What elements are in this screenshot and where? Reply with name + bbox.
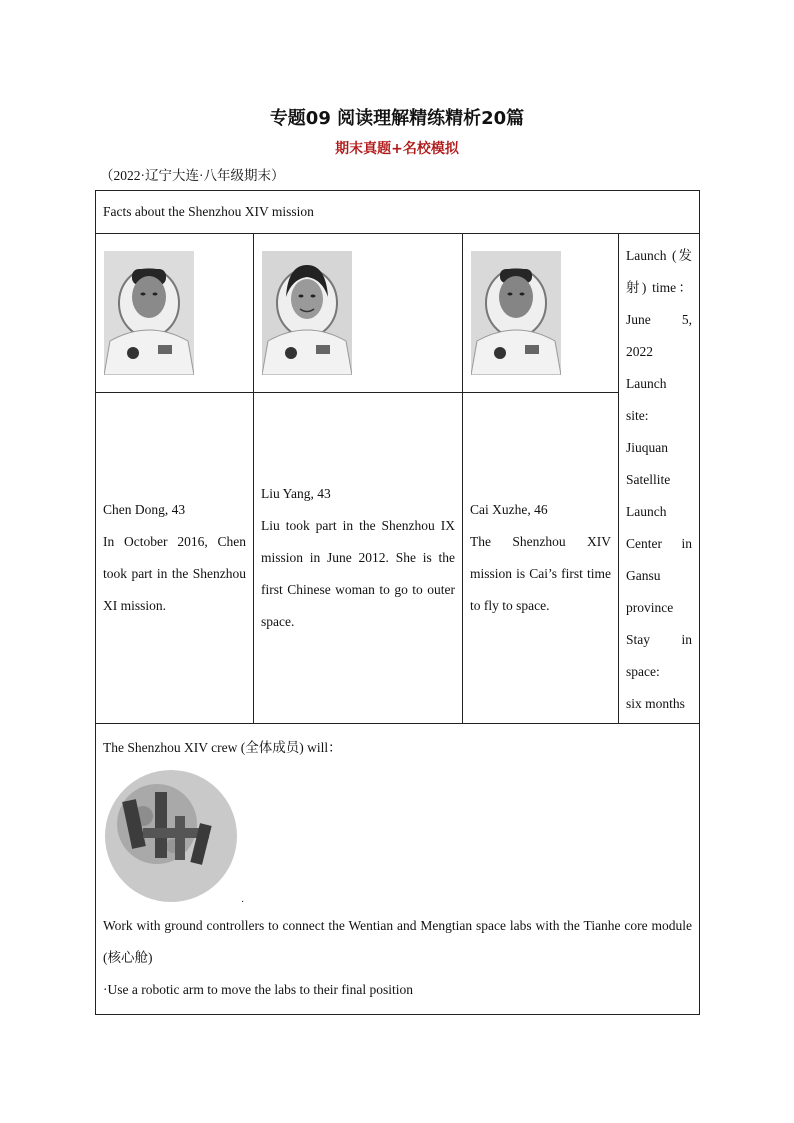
bio-cell-liu bbox=[254, 393, 463, 724]
station-image-wrap bbox=[103, 764, 692, 910]
table-heading: Facts about the Shenzhou XIV mission bbox=[96, 191, 700, 234]
source-note: （2022·辽宁大连·八年级期末） bbox=[100, 168, 285, 183]
space-station-image bbox=[103, 766, 239, 906]
crew-row bbox=[96, 724, 700, 1015]
bio-row bbox=[96, 393, 700, 724]
bio-liu: Liu took part in the Shenzhou IX mission in June 2012. She is the first Chinese woman to go to outer space. bbox=[261, 518, 455, 629]
photo-cell-chen bbox=[96, 234, 254, 393]
crew-intro: The Shenzhou XIV crew (全体成员) will： bbox=[103, 740, 342, 755]
facts-table bbox=[95, 190, 700, 1015]
photo-cell-cai bbox=[463, 234, 619, 393]
bio-cell-chen bbox=[96, 393, 254, 724]
launch-time-label: Launch (发射) time： bbox=[626, 248, 693, 295]
launch-site-value: Jiuquan Satellite Launch Center in Gansu province bbox=[626, 440, 693, 615]
launch-time-value: June 5, 2022 bbox=[626, 312, 693, 359]
photo-cell-liu bbox=[254, 234, 463, 393]
bio-chen: In October 2016, Chen took part in the Shenzhou XI mission. bbox=[103, 534, 246, 613]
crew-cell bbox=[96, 724, 700, 1015]
page-title: 专题09 阅读理解精练精析20篇 bbox=[269, 108, 525, 129]
stay-value: six months bbox=[626, 696, 685, 711]
crew-task-1: Work with ground controllers to connect the Wentian and Mengtian space labs with the Tianhe core module (核心舱) bbox=[103, 918, 693, 965]
stay-label: Stay in space: bbox=[626, 632, 693, 679]
image-mark: · bbox=[241, 897, 245, 908]
astronaut-photo-liu bbox=[262, 251, 352, 375]
name-age-cai: Cai Xuzhe, 46 bbox=[470, 502, 548, 517]
photo-row bbox=[96, 234, 700, 393]
crew-task-2: ·Use a robotic arm to move the labs to their final position bbox=[103, 982, 414, 997]
astronaut-photo-chen bbox=[104, 251, 194, 375]
launch-info-cell bbox=[619, 234, 700, 724]
bio-cell-cai bbox=[463, 393, 619, 724]
page-subtitle: 期末真题+名校模拟 bbox=[335, 141, 459, 157]
name-age-liu: Liu Yang, 43 bbox=[261, 486, 331, 501]
astronaut-photo-cai bbox=[471, 251, 561, 375]
table-heading-row bbox=[96, 191, 700, 234]
name-age-chen: Chen Dong, 43 bbox=[103, 502, 186, 517]
launch-site-label: Launch site: bbox=[626, 376, 667, 423]
bio-cai: The Shenzhou XIV mission is Cai’s first time to fly to space. bbox=[470, 534, 611, 613]
